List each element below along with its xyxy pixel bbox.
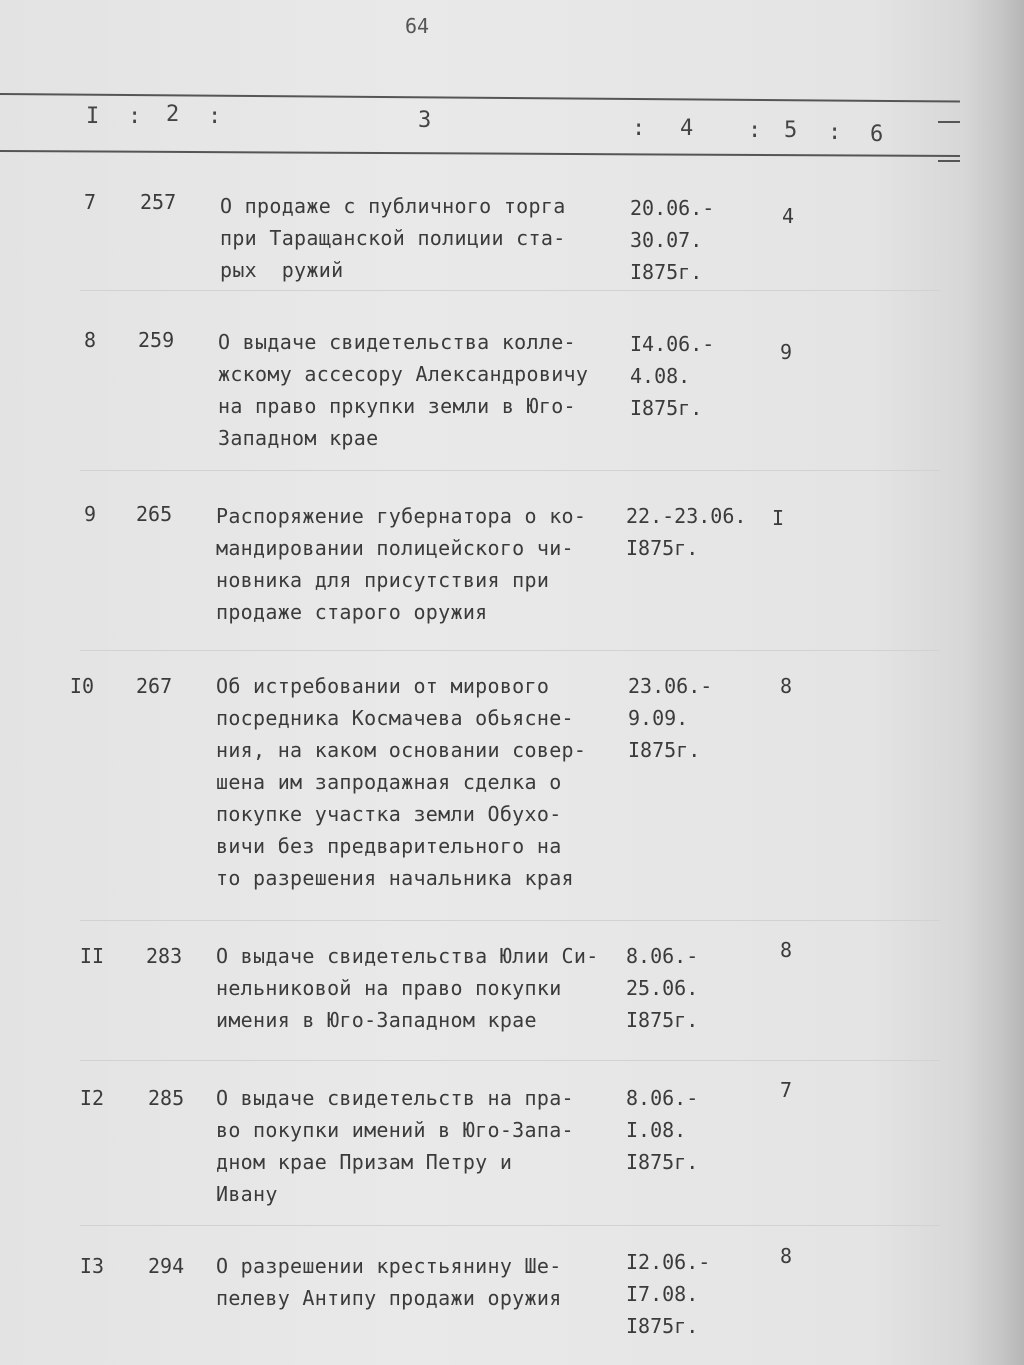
file-number: 267 [136, 674, 173, 698]
margin-tick [938, 121, 960, 123]
row-number: I3 [79, 1254, 104, 1278]
case-dates: I2.06.- I7.08. I875г. [626, 1250, 711, 1338]
sheet-count: 8 [780, 938, 793, 962]
page-number: 64 [405, 14, 430, 38]
case-dates: 23.06.- 9.09. I875г. [628, 674, 713, 762]
file-number: 259 [138, 328, 175, 352]
column-header-3: 3 [418, 108, 432, 133]
case-dates: 8.06.- 25.06. I875г. [626, 944, 699, 1032]
row-number: 8 [83, 328, 96, 352]
sheet-count: 7 [780, 1078, 793, 1102]
row-number: 7 [83, 190, 96, 214]
case-description: О выдаче свидетельства Юлии Си- нельниковой на право покупки имения в Юго-Западном крае [216, 944, 599, 1032]
column-header-6: 6 [870, 122, 884, 147]
case-description: О выдаче свидетельства колле- жскому ассесору Александровичу на право пркупки земли в Юго- Западном крае [218, 330, 589, 450]
row-number: I2 [79, 1086, 104, 1110]
case-description: О разрешении крестьянину Ше- пелеву Антипу продажи оружия [216, 1254, 562, 1310]
file-number: 285 [148, 1086, 185, 1110]
sheet-count: 4 [782, 204, 795, 228]
case-description: Распоряжение губернатора о ко- мандировании полицейского чи- новника для присутствия при продаже старого оружия [216, 504, 587, 624]
bleed-through-line [80, 470, 940, 471]
case-dates: 8.06.- I.08. I875г. [626, 1086, 699, 1174]
sheet-count: 9 [780, 340, 793, 364]
column-header-5: 5 [784, 118, 798, 143]
column-header-1: I [86, 104, 100, 129]
bleed-through-line [80, 650, 940, 651]
case-description: Об истребовании от мирового посредника Космачева обьясне- ния, на каком основании совер- шена им запродажная сделка о покупке участка земли Обухо- вичи без предварительного на то разрешения начальника края [216, 674, 587, 890]
bleed-through-line [80, 1225, 940, 1226]
column-separator: : [208, 104, 222, 129]
column-separator: : [632, 116, 646, 141]
row-number: II [79, 944, 104, 968]
sheet-count: 8 [780, 674, 793, 698]
sheet-count: I [772, 506, 785, 530]
file-number: 265 [136, 502, 173, 526]
case-dates: 22.-23.06. I875г. [626, 504, 747, 560]
column-header-2: 2 [166, 102, 180, 127]
sheet-count: 8 [780, 1244, 793, 1268]
column-separator: : [748, 118, 762, 143]
case-description: О продаже с публичного торга при Таращанской полиции ста- рых ружий [220, 194, 566, 282]
header-bottom-rule [0, 150, 960, 157]
row-number: I0 [69, 674, 94, 698]
margin-tick [938, 160, 960, 162]
header-top-rule [0, 93, 960, 103]
case-dates: 20.06.- 30.07. I875г. [630, 196, 715, 284]
case-dates: I4.06.- 4.08. I875г. [630, 332, 715, 420]
case-description: О выдаче свидетельств на пра- во покупки имений в Юго-Запа- дном крае Призам Петру и Ивану [216, 1086, 574, 1206]
file-number: 294 [148, 1254, 185, 1278]
file-number: 257 [140, 190, 177, 214]
column-separator: : [128, 104, 142, 129]
column-header-4: 4 [680, 116, 694, 141]
bleed-through-line [80, 290, 940, 291]
file-number: 283 [146, 944, 183, 968]
bleed-through-line [80, 920, 940, 921]
bleed-through-line [80, 1060, 940, 1061]
row-number: 9 [83, 502, 96, 526]
page-edge-shadow [964, 0, 1024, 1365]
column-separator: : [828, 120, 842, 145]
